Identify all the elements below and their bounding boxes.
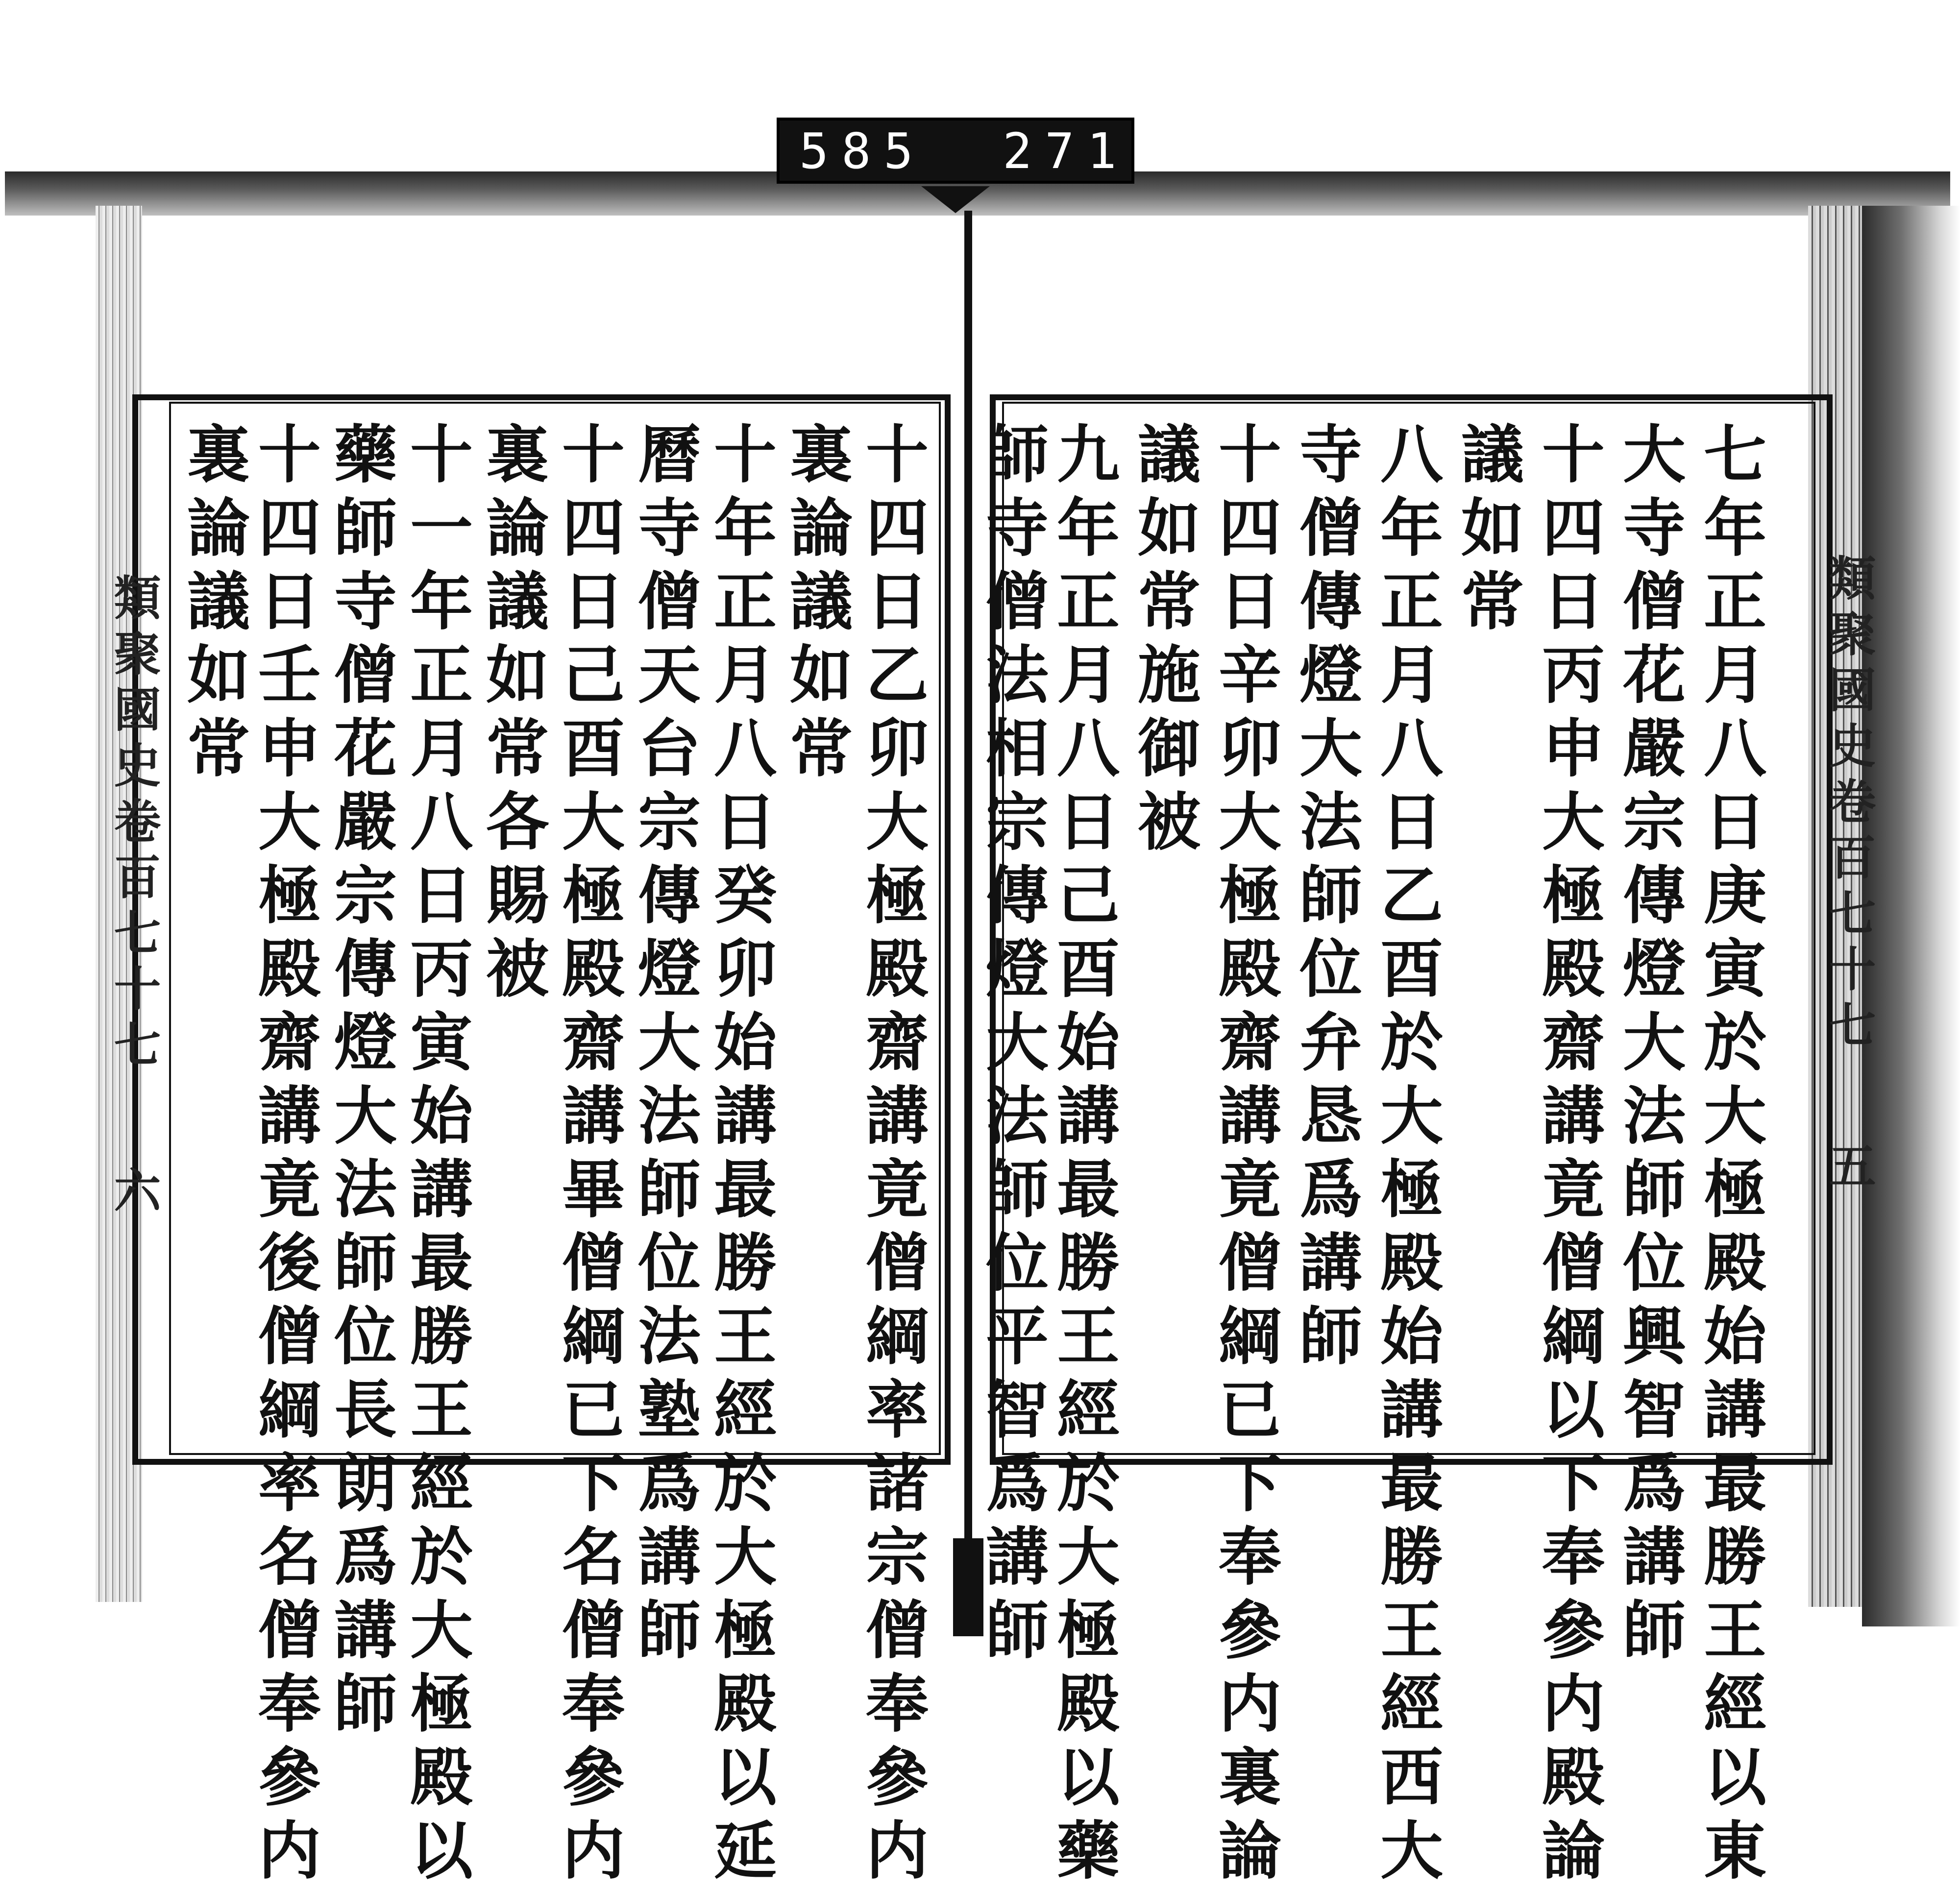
right-line-10: 師寺僧法相宗傳燈大法師位平智爲講師: [975, 421, 1049, 1671]
right-line-8: 議如常施御被: [1127, 421, 1200, 862]
right-margin-title: 類聚國史卷百七十七: [1821, 554, 1877, 1056]
left-line-3: 十年正月八日癸卯始講最勝王經於大極殿以延: [703, 421, 777, 1891]
left-margin-title: 類聚國史卷百七十七: [106, 573, 162, 1076]
right-line-7: 十四日辛卯大極殿齋講竟僧綱已下奉參内裏論: [1208, 421, 1281, 1891]
film-label-right: 271: [1003, 122, 1129, 180]
book-spine: [964, 211, 972, 1568]
right-line-2: 大寺僧花嚴宗傳燈大法師位興智爲講師: [1612, 421, 1686, 1671]
right-line-4: 議如常: [1450, 421, 1524, 642]
right-line-3: 十四日丙申大極殿齋講竟僧綱以下奉參内殿論: [1531, 421, 1605, 1891]
left-line-2: 裏論議如常: [779, 421, 853, 789]
right-line-6: 寺僧傳燈大法師位弁恳爲講師: [1289, 421, 1362, 1377]
left-line-8: 藥師寺僧花嚴宗傳燈大法師位長朗爲講師: [323, 421, 397, 1744]
left-line-9: 十四日壬申大極殿齋講竟後僧綱率名僧奉參内: [247, 421, 321, 1891]
left-line-1: 十四日乙卯大極殿齋講竟僧綱率諸宗僧奉參内: [855, 421, 929, 1891]
right-line-1: 七年正月八日庚寅於大極殿始講最勝王經以東: [1693, 421, 1766, 1891]
left-line-4: 曆寺僧天台宗傳燈大法師位法塾爲講師: [627, 421, 701, 1671]
right-line-5: 八年正月八日乙酉於大極殿始講最勝王經西大: [1370, 421, 1443, 1891]
left-line-6: 裏論議如常各賜被: [475, 421, 549, 1009]
right-page-number: 五: [1821, 1141, 1877, 1197]
film-label: [777, 118, 1134, 184]
film-label-left: 585: [799, 122, 926, 180]
left-line-10: 裏論議如常: [176, 421, 250, 789]
left-line-5: 十四日己酉大極殿齋講畢僧綱已下名僧奉參内: [551, 421, 625, 1891]
left-page-number: 六: [106, 1166, 162, 1222]
right-line-9: 九年正月八日己酉始講最勝王經於大極殿以藥: [1046, 421, 1120, 1891]
left-line-7: 十一年正月八日丙寅始講最勝王經於大極殿以: [399, 421, 473, 1891]
